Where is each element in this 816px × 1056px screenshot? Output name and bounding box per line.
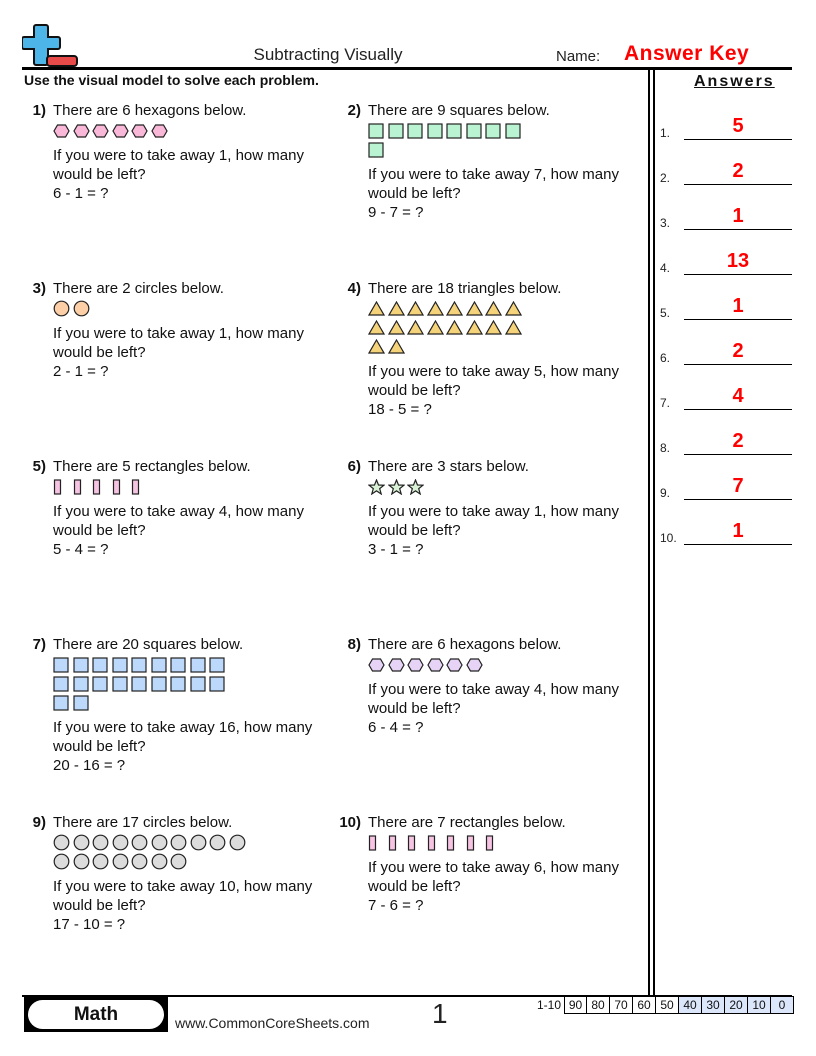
question-line-1: If you were to take away 1, how many <box>53 147 304 164</box>
problem-statement: There are 6 hexagons below. <box>368 636 562 653</box>
question-line-2: would be left? <box>368 382 461 399</box>
answer-line <box>684 139 792 140</box>
circle-icon <box>190 833 210 852</box>
question-line-2: would be left? <box>53 738 146 755</box>
visual-model <box>368 655 648 674</box>
hexagon-icon <box>92 121 112 140</box>
answer-number: 10. <box>660 531 677 545</box>
answer-line <box>684 409 792 410</box>
name-value: Answer Key <box>624 42 750 65</box>
shape-row <box>53 833 333 852</box>
triangle-icon <box>407 318 427 337</box>
shape-row <box>53 852 333 871</box>
question-line-1: If you were to take away 16, how many <box>53 719 313 736</box>
question-line-2: would be left? <box>53 166 146 183</box>
square-icon <box>73 693 93 712</box>
answer-line <box>684 229 792 230</box>
problem-statement: There are 18 triangles below. <box>368 280 562 297</box>
circle-icon <box>170 852 190 871</box>
circle-icon <box>73 833 93 852</box>
answer-line <box>684 184 792 185</box>
circle-icon <box>170 833 190 852</box>
shape-row <box>53 655 333 674</box>
visual-model <box>53 121 333 140</box>
answer-row-9 <box>660 472 792 502</box>
square-icon <box>151 655 171 674</box>
square-icon <box>209 655 229 674</box>
square-icon <box>73 674 93 693</box>
rectangle-icon <box>73 477 93 496</box>
problem-number: 5) <box>32 458 46 475</box>
answer-value[interactable]: 1 <box>732 205 744 227</box>
shape-row <box>53 121 333 140</box>
problem-question <box>368 362 648 419</box>
hexagon-icon <box>466 655 486 674</box>
circle-icon <box>112 833 132 852</box>
answer-value[interactable]: 2 <box>732 160 744 182</box>
square-icon <box>190 674 210 693</box>
score-range-label: 1-10 <box>536 998 561 1012</box>
problem-statement: There are 6 hexagons below. <box>53 102 247 119</box>
answer-line <box>684 364 792 365</box>
square-icon <box>505 121 525 140</box>
question-line-1: If you were to take away 6, how many <box>368 859 619 876</box>
square-icon <box>170 674 190 693</box>
answer-value[interactable]: 13 <box>726 250 750 272</box>
problem-statement: There are 20 squares below. <box>53 636 244 653</box>
problem-number: 8) <box>347 636 361 653</box>
problem-body <box>368 457 648 559</box>
answer-number: 2. <box>660 171 671 185</box>
visual-model <box>53 833 333 871</box>
question-line-1: If you were to take away 10, how many <box>53 878 313 895</box>
circle-icon <box>151 833 171 852</box>
star-icon <box>407 477 427 496</box>
problem-body <box>368 635 648 737</box>
question-line-2: would be left? <box>368 185 461 202</box>
problem-body <box>53 101 333 203</box>
circle-icon <box>131 852 151 871</box>
problem-question <box>368 858 648 915</box>
answer-row-2 <box>660 157 792 187</box>
equation: 7 - 6 = ? <box>368 897 424 914</box>
problem-body <box>368 101 648 222</box>
square-icon <box>485 121 505 140</box>
answer-line <box>684 499 792 500</box>
equation: 5 - 4 = ? <box>53 541 109 558</box>
square-icon <box>112 674 132 693</box>
answer-number: 4. <box>660 261 671 275</box>
answer-line <box>684 454 792 455</box>
visual-model <box>53 477 333 496</box>
instructions: Use the visual model to solve each problem. <box>24 72 319 88</box>
question-line-2: would be left? <box>53 897 146 914</box>
triangle-icon <box>446 299 466 318</box>
triangle-icon <box>505 299 525 318</box>
square-icon <box>53 655 73 674</box>
answers-title: Answers <box>694 73 775 90</box>
rectangle-icon <box>407 833 427 852</box>
square-icon <box>151 674 171 693</box>
square-icon <box>92 655 112 674</box>
subject-label: Math <box>28 1000 164 1029</box>
square-icon <box>209 674 229 693</box>
triangle-icon <box>505 318 525 337</box>
rectangle-icon <box>112 477 132 496</box>
problem-statement: There are 5 rectangles below. <box>53 458 251 475</box>
square-icon <box>53 693 73 712</box>
answer-value[interactable]: 7 <box>732 475 744 497</box>
triangle-icon <box>407 299 427 318</box>
square-icon <box>92 674 112 693</box>
shape-row <box>368 121 648 140</box>
rectangle-icon <box>53 477 73 496</box>
score-cell: 70 <box>610 996 633 1014</box>
site-url: www.CommonCoreSheets.com <box>175 1015 370 1031</box>
star-icon <box>368 477 388 496</box>
problem-question <box>368 680 648 737</box>
equation: 20 - 16 = ? <box>53 757 126 774</box>
problem-number: 1) <box>32 102 46 119</box>
square-icon <box>131 674 151 693</box>
problem-number: 2) <box>347 102 361 119</box>
square-icon <box>388 121 408 140</box>
answer-number: 7. <box>660 396 671 410</box>
question-line-1: If you were to take away 1, how many <box>368 503 619 520</box>
square-icon <box>368 121 388 140</box>
rectangle-icon <box>485 833 505 852</box>
answer-line <box>684 274 792 275</box>
problem-statement: There are 7 rectangles below. <box>368 814 566 831</box>
answer-value[interactable]: 1 <box>732 520 744 542</box>
answer-row-3 <box>660 202 792 232</box>
answer-number: 9. <box>660 486 671 500</box>
question-line-1: If you were to take away 7, how many <box>368 166 619 183</box>
equation: 6 - 4 = ? <box>368 719 424 736</box>
square-icon <box>190 655 210 674</box>
answer-row-5 <box>660 292 792 322</box>
answer-value[interactable]: 5 <box>732 115 744 137</box>
answer-value[interactable]: 2 <box>732 340 744 362</box>
square-icon <box>131 655 151 674</box>
equation: 18 - 5 = ? <box>368 401 432 418</box>
triangle-icon <box>388 337 408 356</box>
hexagon-icon <box>73 121 93 140</box>
problem-body <box>53 279 333 381</box>
answer-number: 5. <box>660 306 671 320</box>
triangle-icon <box>368 337 388 356</box>
problem-number: 3) <box>32 280 46 297</box>
square-icon <box>53 674 73 693</box>
question-line-2: would be left? <box>368 522 461 539</box>
answer-value[interactable]: 2 <box>732 430 744 452</box>
question-line-1: If you were to take away 4, how many <box>368 681 619 698</box>
page-number: 1 <box>432 998 448 1029</box>
score-cell: 20 <box>725 996 748 1014</box>
square-icon <box>446 121 466 140</box>
hexagon-icon <box>131 121 151 140</box>
answer-row-8 <box>660 427 792 457</box>
hexagon-icon <box>407 655 427 674</box>
circle-icon <box>53 852 73 871</box>
question-line-1: If you were to take away 4, how many <box>53 503 304 520</box>
question-line-2: would be left? <box>368 700 461 717</box>
name-label: Name: <box>556 48 601 65</box>
square-icon <box>368 140 388 159</box>
shape-row <box>53 693 333 712</box>
square-icon <box>427 121 447 140</box>
triangle-icon <box>388 299 408 318</box>
score-cell: 30 <box>702 996 725 1014</box>
answer-row-10 <box>660 517 792 547</box>
shape-row <box>368 833 648 852</box>
rectangle-icon <box>427 833 447 852</box>
problem-body <box>368 813 648 915</box>
rectangle-icon <box>388 833 408 852</box>
problem-number: 7) <box>32 636 46 653</box>
score-cell: 10 <box>748 996 771 1014</box>
circle-icon <box>53 833 73 852</box>
equation: 9 - 7 = ? <box>368 204 424 221</box>
equation: 17 - 10 = ? <box>53 916 126 933</box>
triangle-icon <box>466 318 486 337</box>
shape-row <box>368 318 648 337</box>
rectangle-icon <box>446 833 466 852</box>
shape-row <box>368 477 648 496</box>
triangle-icon <box>368 299 388 318</box>
equation: 3 - 1 = ? <box>368 541 424 558</box>
rectangle-icon <box>368 833 388 852</box>
score-cell: 0 <box>771 996 794 1014</box>
shape-row <box>368 140 648 159</box>
question-line-2: would be left? <box>368 878 461 895</box>
problem-number: 6) <box>347 458 361 475</box>
answer-number: 1. <box>660 126 671 140</box>
circle-icon <box>92 833 112 852</box>
answer-number: 3. <box>660 216 671 230</box>
answer-value[interactable]: 4 <box>732 385 744 407</box>
problem-question <box>53 877 333 934</box>
problem-statement: There are 17 circles below. <box>53 814 233 831</box>
question-line-2: would be left? <box>53 522 146 539</box>
worksheet-title: Subtracting Visually <box>253 45 403 64</box>
triangle-icon <box>446 318 466 337</box>
score-cell: 90 <box>564 996 587 1014</box>
hexagon-icon <box>368 655 388 674</box>
square-icon <box>407 121 427 140</box>
visual-model <box>53 299 333 318</box>
visual-model <box>368 121 648 159</box>
rectangle-icon <box>466 833 486 852</box>
circle-icon <box>151 852 171 871</box>
visual-model <box>368 477 648 496</box>
square-icon <box>466 121 486 140</box>
rectangle-icon <box>131 477 151 496</box>
answer-row-1 <box>660 112 792 142</box>
triangle-icon <box>427 318 447 337</box>
equation: 6 - 1 = ? <box>53 185 109 202</box>
circle-icon <box>229 833 249 852</box>
answer-row-7 <box>660 382 792 412</box>
problem-body <box>368 279 648 419</box>
hexagon-icon <box>53 121 73 140</box>
triangle-icon <box>427 299 447 318</box>
visual-model <box>53 655 333 712</box>
score-table <box>531 996 794 1014</box>
square-icon <box>73 655 93 674</box>
hexagon-icon <box>427 655 447 674</box>
question-line-1: If you were to take away 1, how many <box>53 325 304 342</box>
circle-icon <box>53 299 73 318</box>
shape-row <box>53 674 333 693</box>
circle-icon <box>73 299 93 318</box>
question-line-2: would be left? <box>53 344 146 361</box>
answer-value[interactable]: 1 <box>732 295 744 317</box>
problem-question <box>368 502 648 559</box>
answer-column-divider <box>648 67 655 995</box>
problem-question <box>53 502 333 559</box>
triangle-icon <box>368 318 388 337</box>
triangle-icon <box>485 299 505 318</box>
answer-line <box>684 319 792 320</box>
circle-icon <box>73 852 93 871</box>
problem-question <box>53 718 333 775</box>
star-icon <box>388 477 408 496</box>
hexagon-icon <box>112 121 132 140</box>
triangle-icon <box>388 318 408 337</box>
answer-row-6 <box>660 337 792 367</box>
problem-statement: There are 9 squares below. <box>368 102 550 119</box>
visual-model <box>368 833 648 852</box>
problem-question <box>53 324 333 381</box>
problem-question <box>368 165 648 222</box>
hexagon-icon <box>446 655 466 674</box>
problem-number: 4) <box>347 280 361 297</box>
problem-body <box>53 635 333 775</box>
triangle-icon <box>466 299 486 318</box>
square-icon <box>170 655 190 674</box>
problem-number: 9) <box>32 814 46 831</box>
visual-model <box>368 299 648 356</box>
problem-question <box>53 146 333 203</box>
problem-statement: There are 3 stars below. <box>368 458 529 475</box>
shape-row <box>53 477 333 496</box>
circle-icon <box>131 833 151 852</box>
score-cell: 80 <box>587 996 610 1014</box>
problem-body <box>53 813 333 934</box>
shape-row <box>368 655 648 674</box>
score-cell: 60 <box>633 996 656 1014</box>
answer-row-4 <box>660 247 792 277</box>
circle-icon <box>209 833 229 852</box>
shape-row <box>53 299 333 318</box>
answer-line <box>684 544 792 545</box>
answer-number: 6. <box>660 351 671 365</box>
score-cell: 50 <box>656 996 679 1014</box>
hexagon-icon <box>151 121 171 140</box>
problem-body <box>53 457 333 559</box>
question-line-1: If you were to take away 5, how many <box>368 363 619 380</box>
square-icon <box>112 655 132 674</box>
equation: 2 - 1 = ? <box>53 363 109 380</box>
triangle-icon <box>485 318 505 337</box>
subject-badge <box>24 997 168 1032</box>
problem-number: 10) <box>339 814 361 831</box>
answer-number: 8. <box>660 441 671 455</box>
hexagon-icon <box>388 655 408 674</box>
header-divider <box>22 67 792 70</box>
score-cell: 40 <box>679 996 702 1014</box>
rectangle-icon <box>92 477 112 496</box>
shape-row <box>368 299 648 318</box>
circle-icon <box>92 852 112 871</box>
problem-statement: There are 2 circles below. <box>53 280 224 297</box>
circle-icon <box>112 852 132 871</box>
shape-row <box>368 337 648 356</box>
